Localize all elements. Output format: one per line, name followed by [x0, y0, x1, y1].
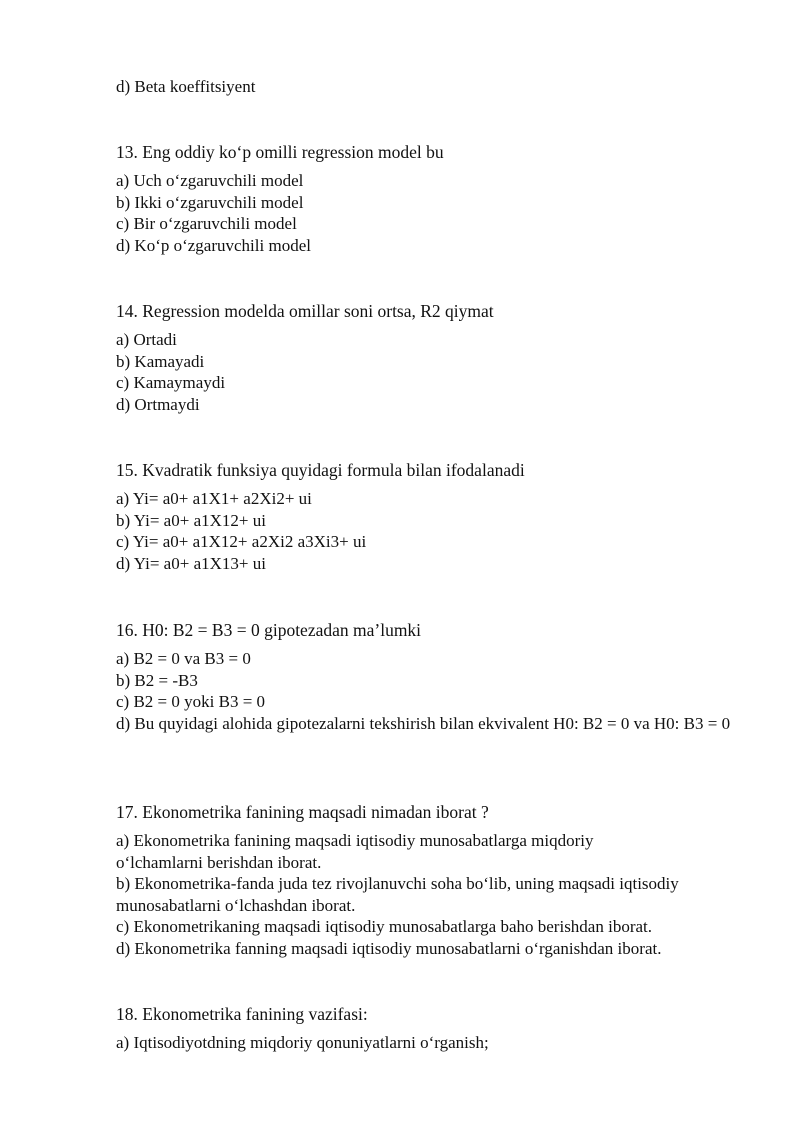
question-17	[116, 801, 756, 959]
question-option: b) Ikki o‘zgaruvchili model	[116, 192, 304, 212]
question-option: c) Yi= a0+ a1X12+ a2Xi2 a3Xi3+ ui	[116, 532, 367, 551]
question-option: c) Bir o‘zgaruvchili model	[116, 214, 297, 233]
question-16	[116, 619, 748, 734]
question-option: a) Yi= a0+ a1X1+ a2Xi2+ ui	[116, 489, 312, 508]
question-option: a) Iqtisodiyotdning miqdoriy qonuniyatlarni o‘rganish;	[116, 1033, 489, 1052]
question-option: b) Yi= a0+ a1X12+ ui	[116, 510, 266, 530]
question-option: c) Ekonometrikaning maqsadi iqtisodiy munosabatlarga baho berishdan iborat.	[116, 917, 653, 936]
question-option: a) Ortadi	[116, 330, 177, 349]
question-title: 15. Kvadratik funksiya quyidagi formula bilan ifodalanadi	[116, 460, 525, 480]
question-18	[116, 1003, 756, 1054]
question-15	[116, 459, 756, 574]
question-option: d) Ko‘p o‘zgaruvchili model	[116, 235, 311, 255]
question-title: 17. Ekonometrika fanining maqsadi nimadan iborat ?	[116, 802, 489, 822]
question-13	[116, 141, 756, 256]
question-option: c) Kamaymaydi	[116, 373, 226, 392]
question-option: d) Ekonometrika fanning maqsadi iqtisodiy munosabatlarni o‘rganishdan iborat.	[116, 938, 662, 958]
question-option: d) Ortmaydi	[116, 394, 200, 414]
question-option: d) Bu quyidagi alohida gipotezalarni tekshirish bilan ekvivalent H0: B2 = 0 va H0: B3 = 0	[116, 713, 731, 733]
question-option: a) Ekonometrika fanining maqsadi iqtisodiy munosabatlarga miqdoriy o‘lchamlarni berishdan iborat.	[116, 831, 594, 872]
question-option: d) Yi= a0+ a1X13+ ui	[116, 553, 266, 573]
question-option: b) Ekonometrika-fanda juda tez rivojlanuvchi soha bo‘lib, uning maqsadi iqtisodiy munosabatlarni o‘lchashdan iborat.	[116, 874, 679, 915]
question-title: 13. Eng oddiy ko‘p omilli regression model bu	[116, 142, 444, 162]
question-option: a) Uch o‘zgaruvchili model	[116, 171, 304, 190]
question-option: c) B2 = 0 yoki B3 = 0	[116, 692, 266, 711]
question-title: 16. H0: B2 = B3 = 0 gipotezadan ma’lumki	[116, 620, 422, 640]
question-14	[116, 300, 756, 415]
question-title: 18. Ekonometrika fanining vazifasi:	[116, 1004, 368, 1024]
question-title: 14. Regression modelda omillar soni ortsa, R2 qiymat	[116, 301, 494, 321]
question-option: b) B2 = -B3	[116, 670, 198, 690]
question-12-option-d: d) Beta koeffitsiyent	[116, 77, 256, 96]
question-option: a) B2 = 0 va B3 = 0	[116, 649, 251, 668]
question-option: b) Kamayadi	[116, 351, 205, 371]
